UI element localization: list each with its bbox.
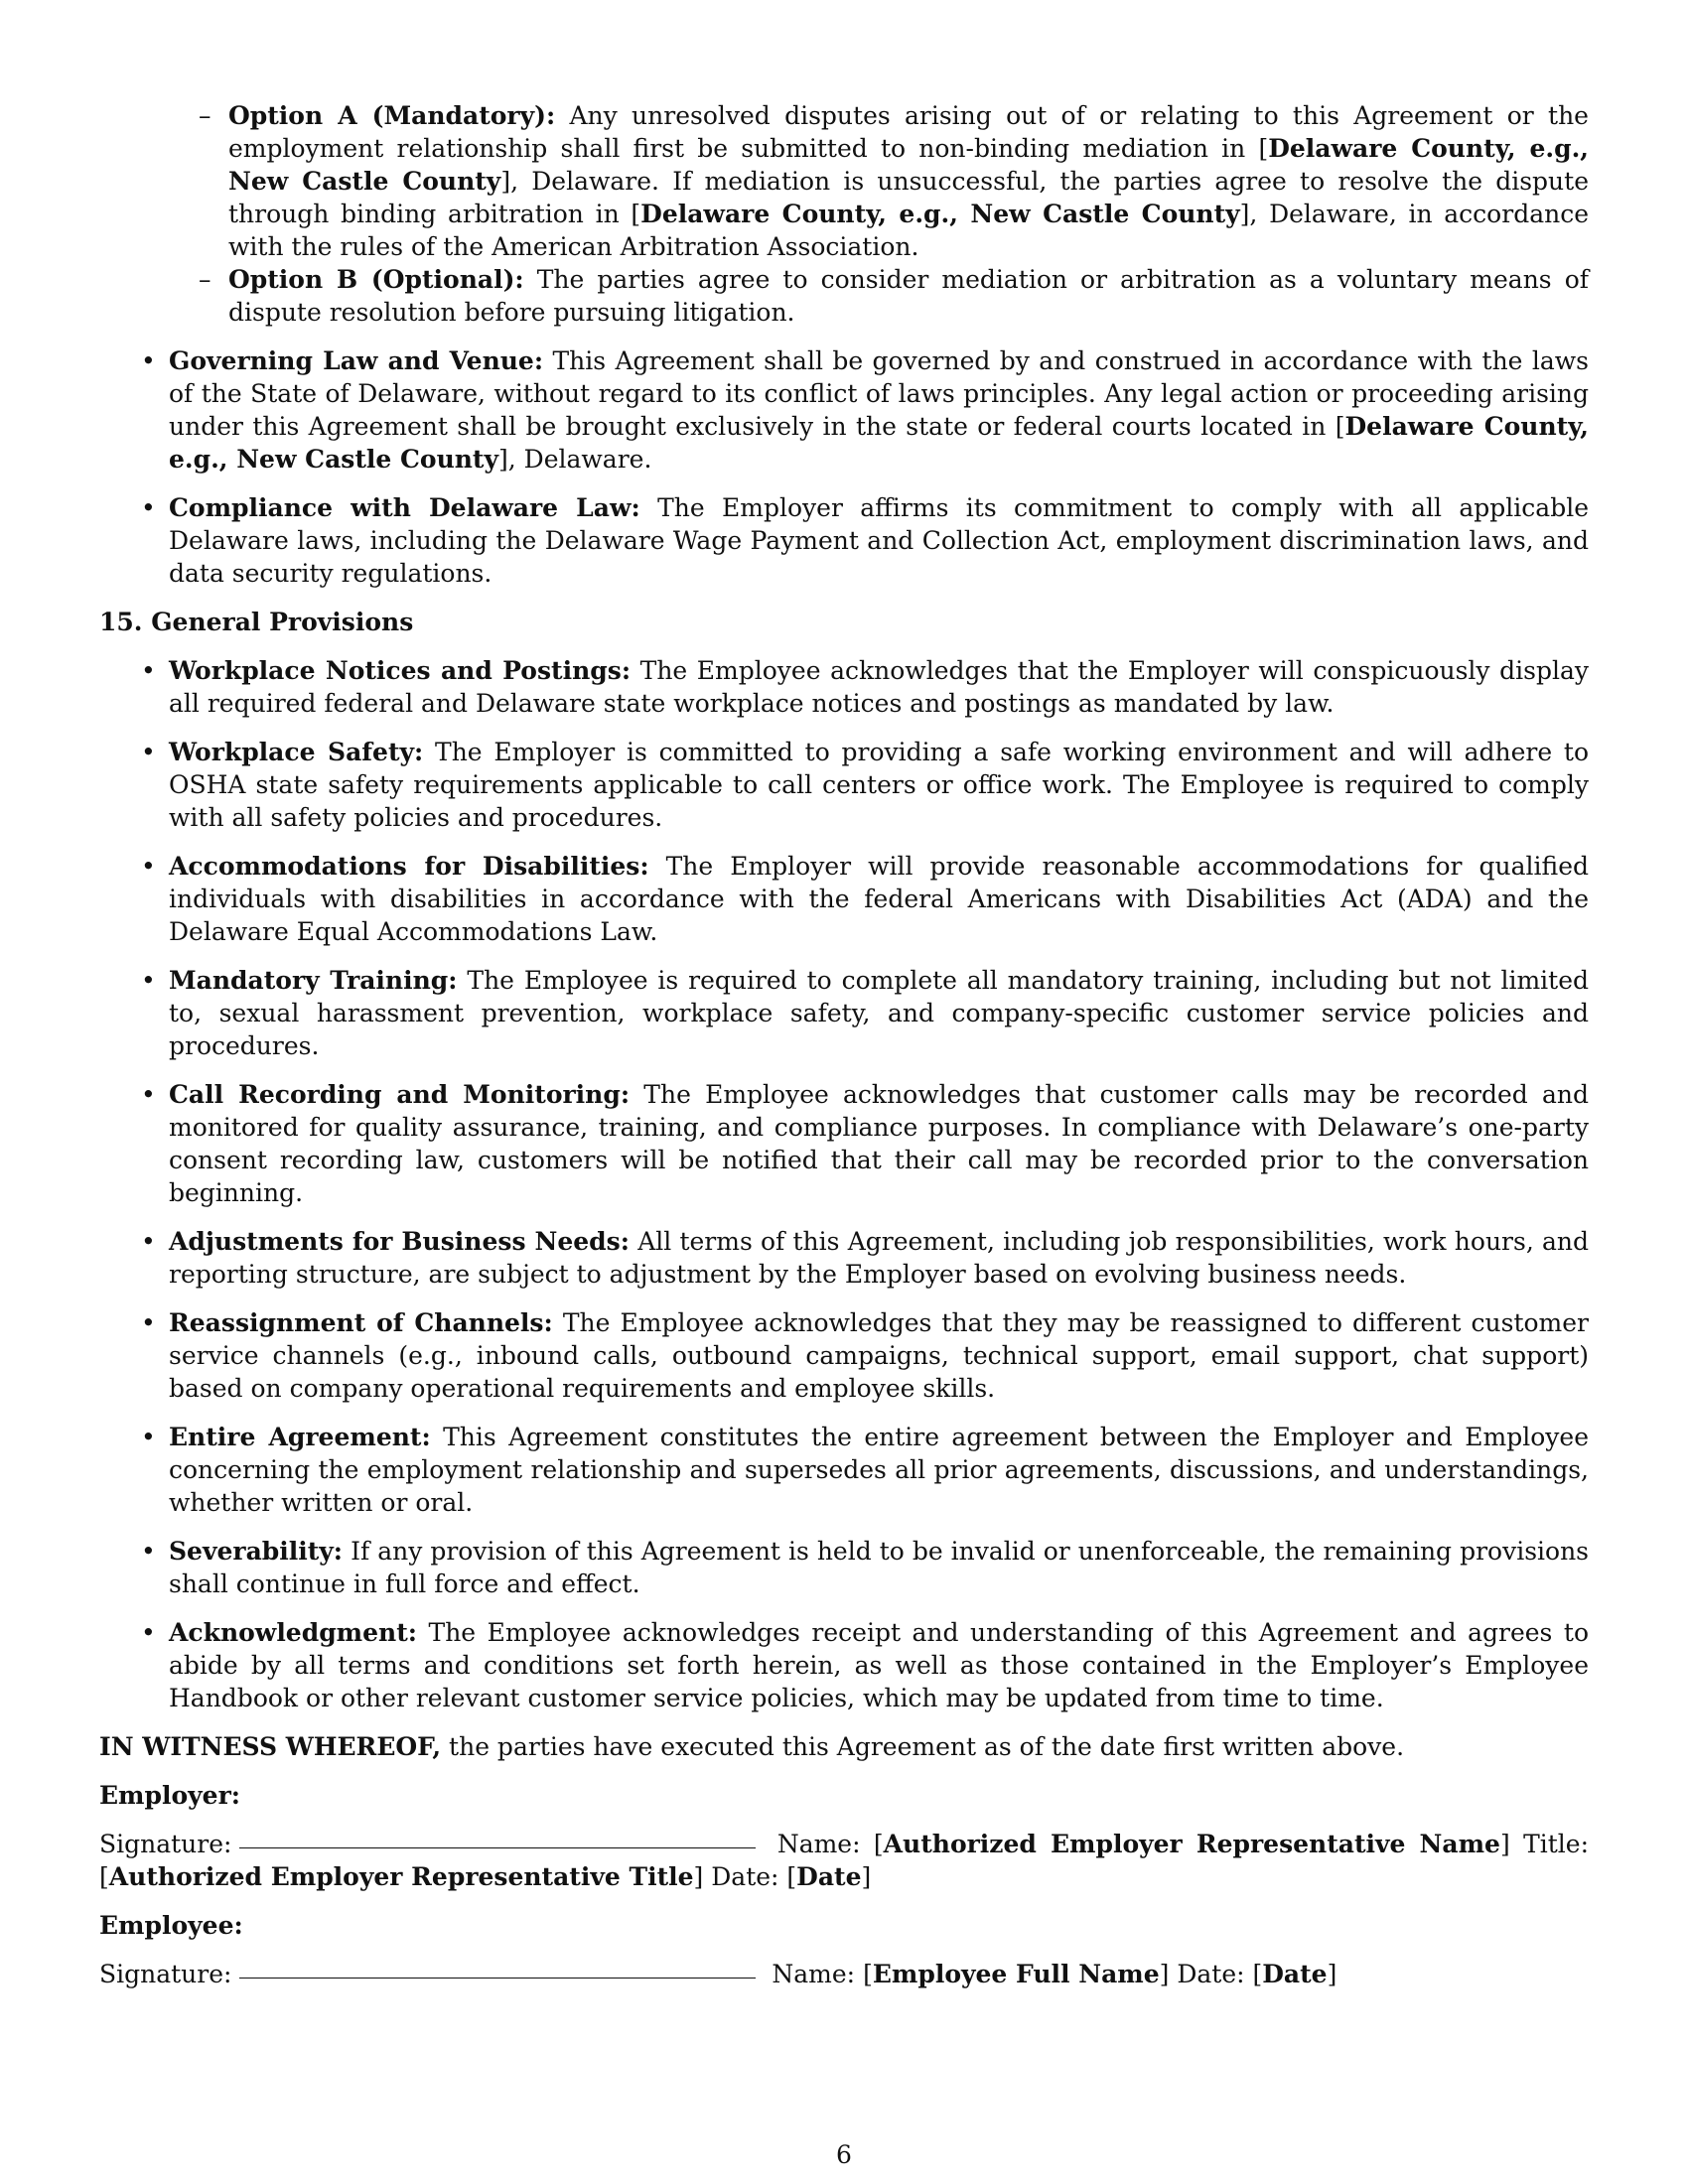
document-page xyxy=(99,99,1589,1990)
governing-law-label: Governing Law and Venue: xyxy=(169,346,544,375)
provision-text: The Employee acknowledges receipt and understanding of this Agreement and agrees to abide by all terms and conditions set forth herein, as well as those contained in the Employer’s Employee Handbook or other relevant customer service policies, which may be updated from time to time. xyxy=(169,1618,1589,1712)
provision-label: Adjustments for Business Needs: xyxy=(169,1227,630,1256)
provision-label: Entire Agreement: xyxy=(169,1423,431,1451)
provision-text: The Employer will provide reasonable accommodations for qualified individuals with disabilities in accordance with the federal Americans with Disabilities Act (ADA) and the Delaware Equal Accommodations Law. xyxy=(169,852,1589,946)
option-b-text: The parties agree to consider mediation or arbitration as a voluntary means of dispute resolution before pursuing litigation. xyxy=(228,265,1589,327)
employer-title-label: Title: xyxy=(1523,1830,1590,1858)
general-provisions-list xyxy=(169,654,1589,1714)
provision-text: All terms of this Agreement, including job responsibilities, work hours, and reporting structure, are subject to adjustment by the Employer based on evolving business needs. xyxy=(169,1227,1589,1289)
witness-label: IN WITNESS WHEREOF, xyxy=(99,1732,442,1761)
provision-text: The Employee acknowledges that the Employer will conspicuously display all required federal and Delaware state workplace notices and postings as mandated by law. xyxy=(169,656,1589,718)
provision-label: Workplace Notices and Postings: xyxy=(169,656,632,685)
employer-title-value: Authorized Employer Representative Title xyxy=(108,1862,694,1891)
provision-label: Accommodations for Disabilities: xyxy=(169,852,649,881)
provision-text: The Employee is required to complete all mandatory training, including but not limited to, sexual harassment prevention, workplace safety, and company-specific customer service policies and procedures. xyxy=(169,966,1590,1060)
employee-heading: Employee: xyxy=(99,1911,243,1940)
governing-law-text-2: ], Delaware. xyxy=(498,445,652,474)
provision-label: Reassignment of Channels: xyxy=(169,1308,553,1337)
employer-signature-line[interactable] xyxy=(239,1847,756,1848)
employee-signature-line[interactable] xyxy=(239,1978,756,1979)
provision-label: Call Recording and Monitoring: xyxy=(169,1080,631,1109)
employer-heading: Employer: xyxy=(99,1781,240,1810)
employee-signature-label: Signature: xyxy=(99,1960,232,1988)
section-15-heading: 15. General Provisions xyxy=(99,608,414,636)
provision-item xyxy=(169,1225,1589,1291)
provision-text: The Employee acknowledges that they may be reassigned to different customer service channels (e.g., inbound calls, outbound campaigns, technical support, email support, chat support) based on company operational requirements and employee skills. xyxy=(169,1308,1590,1403)
provision-text: If any provision of this Agreement is held to be invalid or unenforceable, the remaining provisions shall continue in full force and effect. xyxy=(169,1537,1590,1598)
employee-date-label: Date: xyxy=(1177,1960,1245,1988)
compliance-text: The Employer affirms its commitment to comply with all applicable Delaware laws, including the Delaware Wage Payment and Collection Act, employment discrimination laws, and data security regulations. xyxy=(169,493,1589,588)
option-a-text-3: ], Delaware, in accordance with the rules of the American Arbitration Association. xyxy=(228,200,1589,261)
governing-law-county: Delaware County, e.g., New Castle County xyxy=(169,412,1590,474)
governing-law-text-1: This Agreement shall be governed by and construed in accordance with the laws of the State of Delaware, without regard to its conflict of laws principles. Any legal action or proceeding arising under this Agreement shall be brought exclusively in the state or federal courts located in [ xyxy=(169,346,1589,441)
employee-name-label: Name: xyxy=(772,1960,856,1988)
provision-label: Workplace Safety: xyxy=(169,738,424,766)
provision-label: Acknowledgment: xyxy=(169,1618,417,1647)
option-a-county-1: Delaware County, e.g., New Castle County xyxy=(228,134,1590,196)
employer-name-value: Authorized Employer Representative Name xyxy=(883,1830,1500,1858)
provision-item xyxy=(169,1421,1589,1519)
provision-item xyxy=(169,1535,1589,1600)
provision-label: Severability: xyxy=(169,1537,344,1566)
employee-name-value: Employee Full Name xyxy=(872,1960,1160,1988)
employer-signature-label: Signature: xyxy=(99,1830,232,1858)
option-b-item xyxy=(228,263,1589,329)
compliance-item xyxy=(169,491,1589,590)
governing-law-item xyxy=(169,344,1589,476)
dispute-options-list xyxy=(228,99,1589,329)
employer-date-value: Date xyxy=(796,1862,862,1891)
provision-item xyxy=(169,736,1589,834)
provision-item xyxy=(169,1616,1589,1714)
provision-item xyxy=(169,1306,1589,1405)
employee-date-value: Date xyxy=(1262,1960,1328,1988)
provision-item xyxy=(169,850,1589,948)
provision-item xyxy=(169,964,1589,1062)
witness-clause xyxy=(99,1730,1589,1763)
option-b-label: Option B (Optional): xyxy=(228,265,524,294)
witness-text: the parties have executed this Agreement as of the date first written above. xyxy=(449,1732,1405,1761)
employer-date-label: Date: xyxy=(711,1862,779,1891)
compliance-label: Compliance with Delaware Law: xyxy=(169,493,640,522)
employer-name-label: Name: xyxy=(776,1830,861,1858)
provision-item xyxy=(169,1078,1589,1209)
provision-text: The Employee acknowledges that customer calls may be recorded and monitored for quality assurance, training, and compliance purposes. In compliance with Delaware’s one-party consent recording law, customers will be notified that their call may be recorded prior to the conversation beginning. xyxy=(169,1080,1589,1207)
option-a-item xyxy=(228,99,1589,263)
option-a-county-2: Delaware County, e.g., New Castle County xyxy=(640,200,1240,228)
provision-text: The Employer is committed to providing a safe working environment and will adhere to OSHA state safety requirements applicable to call centers or office work. The Employee is required to comply with all safety policies and procedures. xyxy=(169,738,1589,832)
option-a-text-2: ], Delaware. If mediation is unsuccessful, the parties agree to resolve the dispute through binding arbitration in [ xyxy=(228,167,1589,228)
provision-label: Mandatory Training: xyxy=(169,966,458,995)
provision-text: This Agreement constitutes the entire agreement between the Employer and Employee concerning the employment relationship and supersedes all prior agreements, discussions, and understandings, whether written or oral. xyxy=(169,1423,1589,1517)
provision-item xyxy=(169,654,1589,720)
employee-signature-block: Signature: Name: [Employee Full Name] Date: [Date] xyxy=(99,1960,1337,1988)
employer-signature-block: Signature: Name: [Authorized Employer Representative Name] Title: [Authorized Employer Representative Title] Date: [Date] xyxy=(99,1830,1590,1891)
legal-list xyxy=(169,344,1589,590)
page-number: 6 xyxy=(836,2140,852,2169)
option-a-text-1: Any unresolved disputes arising out of or relating to this Agreement or the employment relationship shall first be submitted to non-binding mediation in [ xyxy=(228,101,1589,163)
option-a-label: Option A (Mandatory): xyxy=(228,101,556,130)
